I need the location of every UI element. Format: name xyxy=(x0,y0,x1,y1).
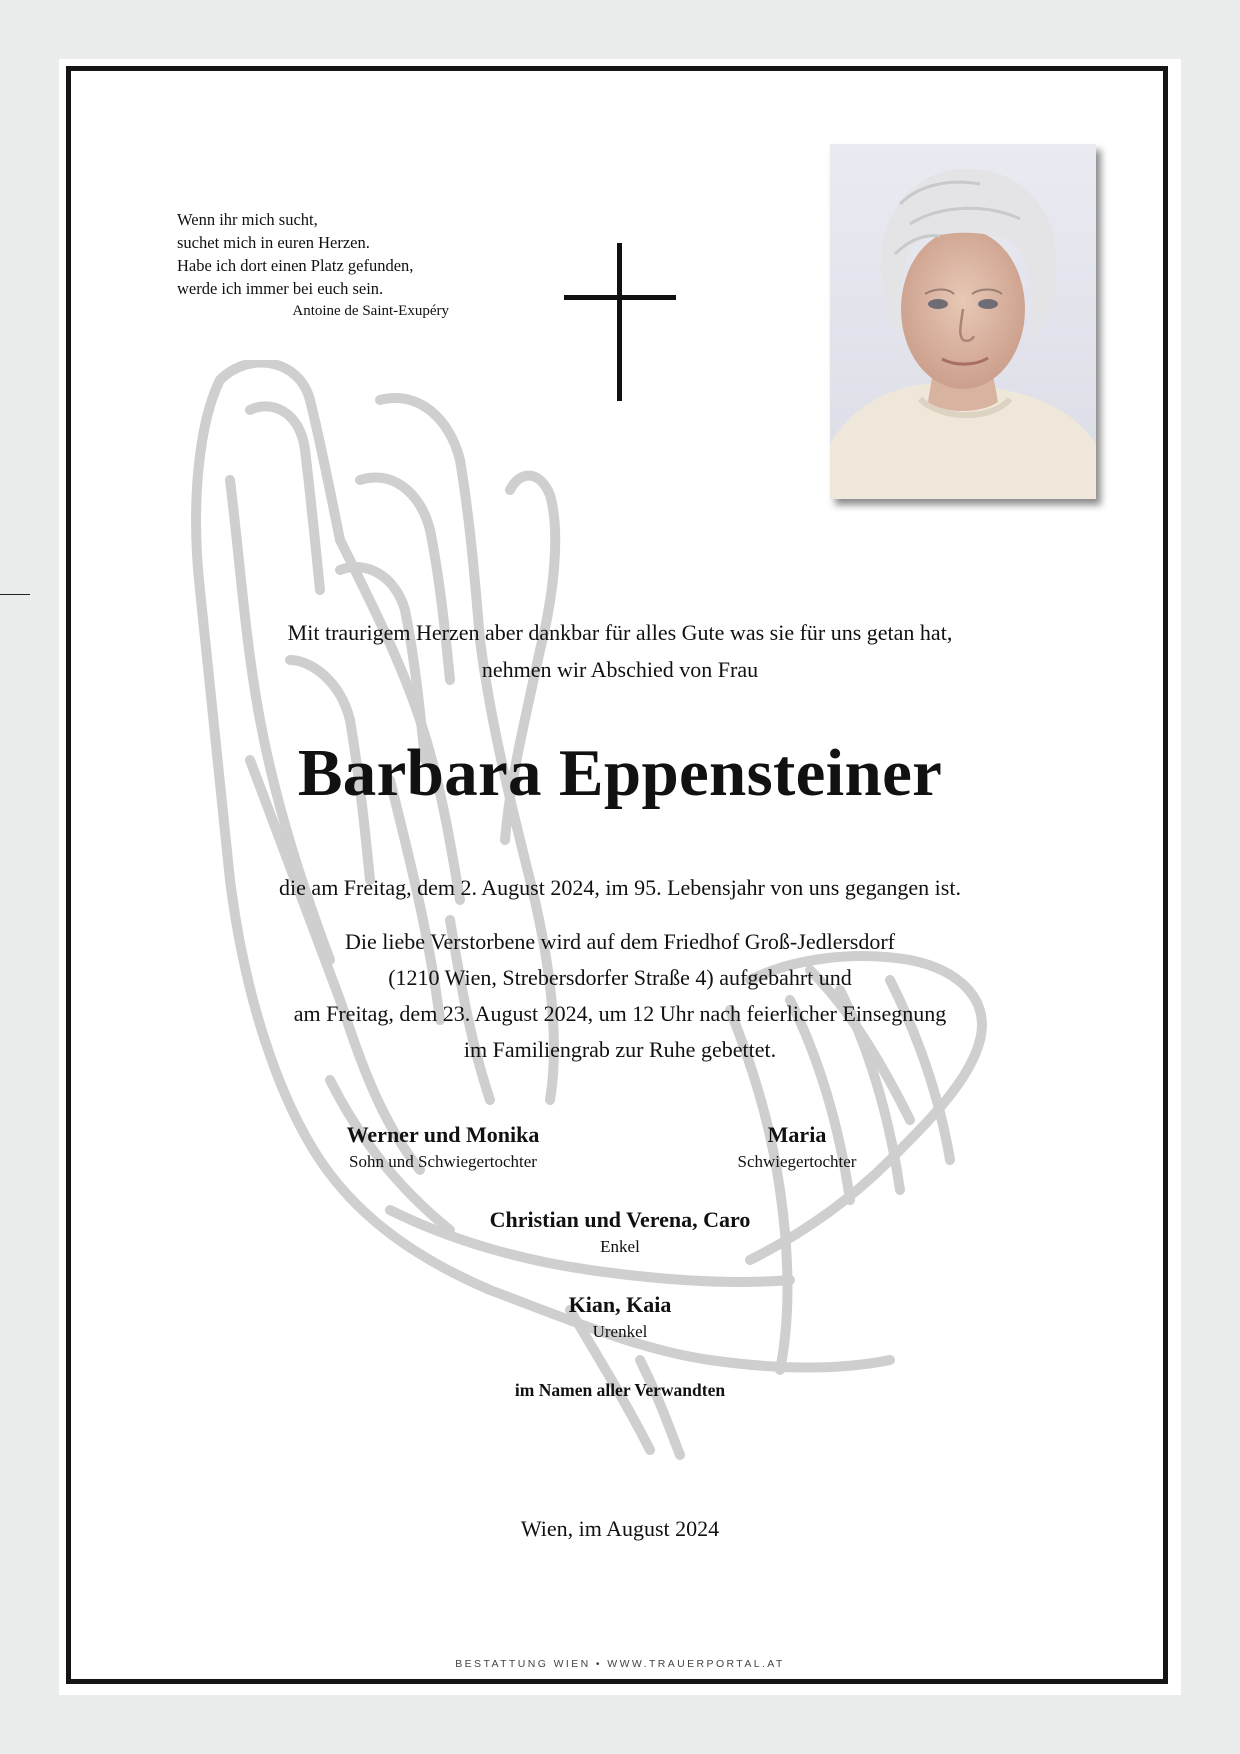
mourner-entry xyxy=(283,1120,603,1174)
intro-line: nehmen wir Abschied von Frau xyxy=(481,657,759,682)
quote-line: Habe ich dort einen Platz gefunden, xyxy=(177,256,414,275)
death-notice: die am Freitag, dem 2. August 2024, im 95. Lebensjahr von uns gegangen ist. xyxy=(279,875,961,900)
mourner-entry xyxy=(637,1120,957,1174)
mourner-relation: Schwiegertochter xyxy=(737,1152,857,1171)
cross-icon xyxy=(564,243,676,401)
funeral-line: am Freitag, dem 23. August 2024, um 12 Uhr nach feierlicher Einsegnung xyxy=(293,1001,947,1026)
mourner-names: Maria xyxy=(767,1122,827,1147)
mourner-names: Werner und Monika xyxy=(346,1122,540,1147)
quote-line: Wenn ihr mich sucht, xyxy=(177,210,318,229)
quote-author: Antoine de Saint-Exupéry xyxy=(292,303,449,319)
mourner-relation: Sohn und Schwiegertochter xyxy=(349,1152,537,1171)
funeral-line: Die liebe Verstorbene wird auf dem Friedhof Groß-Jedlersdorf xyxy=(344,929,896,954)
intro-text xyxy=(0,614,1240,688)
funeral-line: im Familiengrab zur Ruhe gebettet. xyxy=(463,1037,777,1062)
funeral-details xyxy=(0,924,1240,1068)
mourner-relation: Enkel xyxy=(600,1237,640,1256)
mourner-entry xyxy=(320,1205,920,1259)
mourner-entry xyxy=(320,1290,920,1344)
mourner-names: Kian, Kaia xyxy=(568,1292,672,1317)
margin-tick xyxy=(0,594,30,595)
quote-line: suchet mich in euren Herzen. xyxy=(177,233,370,252)
deceased-name: Barbara Eppensteiner xyxy=(297,736,943,810)
footer-credit: BESTATTUNG WIEN • WWW.TRAUERPORTAL.AT xyxy=(455,1658,785,1670)
place-date: Wien, im August 2024 xyxy=(520,1516,720,1541)
intro-line: Mit traurigem Herzen aber dankbar für alles Gute was sie für uns getan hat, xyxy=(287,620,953,645)
funeral-line: (1210 Wien, Strebersdorfer Straße 4) aufgebahrt und xyxy=(388,965,852,990)
portrait-photo xyxy=(830,144,1096,499)
on-behalf-line: im Namen aller Verwandten xyxy=(514,1380,726,1400)
quote-block xyxy=(177,208,477,323)
quote-line: werde ich immer bei euch sein. xyxy=(177,279,384,298)
mourner-relation: Urenkel xyxy=(592,1322,648,1341)
mourner-names: Christian und Verena, Caro xyxy=(489,1207,751,1232)
